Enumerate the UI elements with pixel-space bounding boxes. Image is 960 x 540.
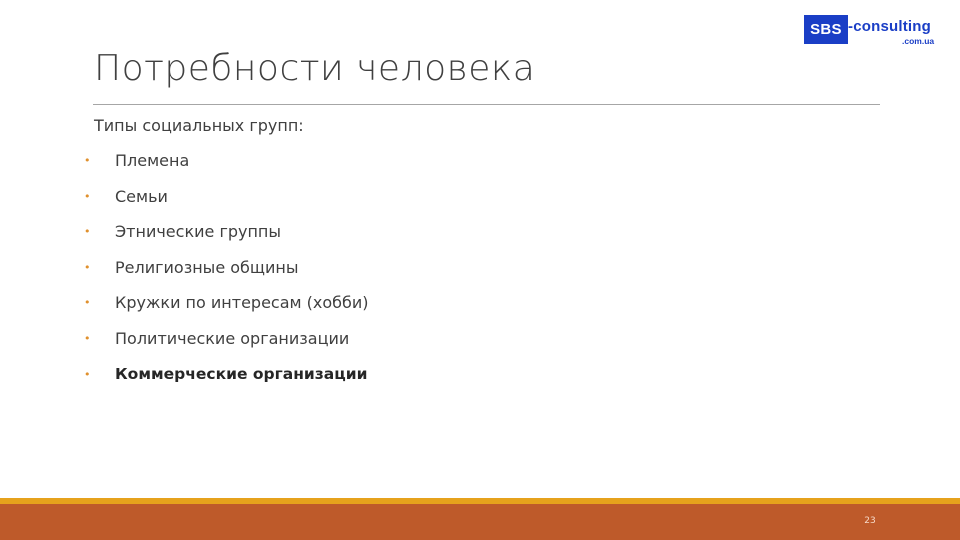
logo-domain-text: .com.ua bbox=[902, 36, 935, 46]
list-item-label: Религиозные общины bbox=[115, 257, 299, 277]
bullet-icon: • bbox=[84, 154, 91, 167]
list-item-label: Семьи bbox=[115, 186, 168, 206]
slide-title: Потребности человека bbox=[94, 48, 536, 89]
bullet-icon: • bbox=[84, 331, 91, 345]
list-item-label: Этнические группы bbox=[115, 222, 282, 242]
bullet-icon: • bbox=[84, 260, 91, 274]
bullet-icon: • bbox=[84, 367, 91, 381]
logo-sbs-box: SBS bbox=[804, 15, 848, 44]
bullet-icon: • bbox=[84, 296, 91, 310]
list-item-label: Политические организации bbox=[115, 328, 350, 348]
bullet-icon: • bbox=[84, 225, 91, 239]
list-item-label: Коммерческие организации bbox=[115, 364, 368, 383]
page-number: 23 bbox=[864, 516, 876, 526]
list-item-label: Кружки по интересам (хобби) bbox=[115, 293, 369, 313]
title-divider bbox=[93, 104, 880, 105]
footer-bar bbox=[0, 504, 960, 540]
sbs-consulting-logo bbox=[804, 15, 944, 49]
bullet-icon: • bbox=[84, 189, 91, 203]
logo-consulting-text: -consulting bbox=[848, 18, 932, 35]
list-item-label: Племена bbox=[115, 151, 190, 170]
slide-subtitle: Типы социальных групп: bbox=[94, 116, 304, 135]
